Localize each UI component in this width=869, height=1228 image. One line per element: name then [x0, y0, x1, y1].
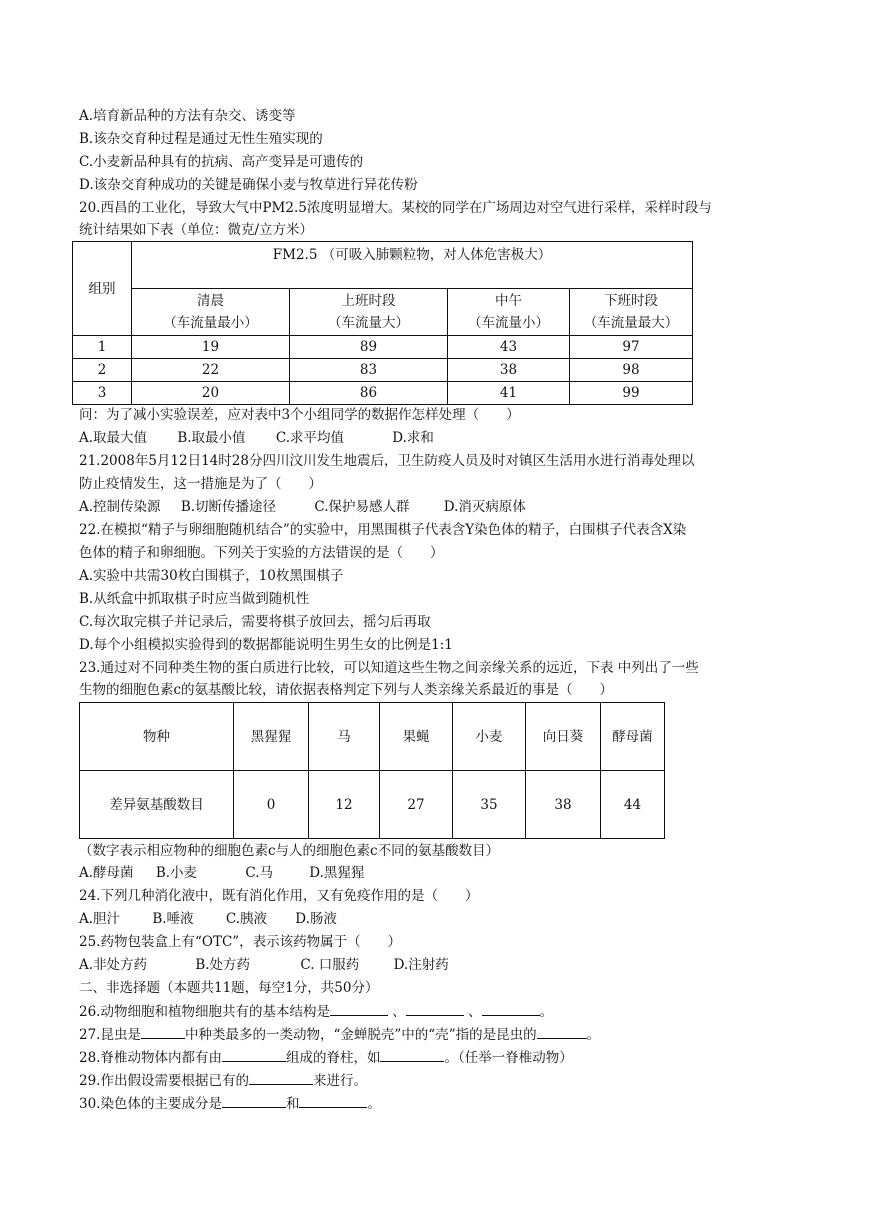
- q30-text: 30.染色体的主要成分是: [79, 1096, 222, 1112]
- q19-option-c: C.小麦新品种具有的抗病、高产变异是可遗传的: [79, 154, 364, 170]
- q28-end: 。（任举一脊椎动物）: [444, 1050, 573, 1066]
- table-cell: 44: [601, 771, 665, 839]
- column-header: [570, 289, 693, 336]
- q26: [79, 1002, 553, 1021]
- table-cell: 38: [448, 359, 570, 382]
- option: D.肠液: [295, 911, 337, 927]
- answer-blank[interactable]: [380, 1048, 444, 1062]
- q27: [79, 1025, 600, 1044]
- column-note: （车流量最小）: [163, 315, 258, 331]
- table-cell: 86: [290, 382, 448, 405]
- option: B.取最小值: [177, 430, 246, 446]
- table-cell: 黑猩猩: [234, 703, 309, 771]
- table-cell: 27: [380, 771, 453, 839]
- q28: [79, 1048, 573, 1067]
- q26-separator: 、: [392, 1004, 406, 1020]
- answer-blank[interactable]: [249, 1071, 313, 1085]
- q20-options: [79, 429, 434, 447]
- q23-note: （数字表示相应物种的细胞色素c与人的细胞色素c不同的氨基酸数目）: [79, 843, 500, 859]
- q19-option-b: B.该杂交育种过程是通过无性生殖实现的: [79, 131, 323, 147]
- section-heading: 二、非选择题（本题共11题，每空1分，共50分）: [79, 980, 379, 996]
- q21-stem-line2: 防止疫情发生，这一措施是为了（ ）: [79, 476, 322, 492]
- option: B.唾液: [152, 911, 194, 927]
- table-cell: 97: [570, 336, 693, 359]
- option: D.消灭病原体: [443, 499, 526, 515]
- column-name: 下班时段: [604, 293, 658, 309]
- q22-stem-line1: 22.在模拟“精子与卵细胞随机结合”的实验中，用黑围棋子代表含Y染色体的精子，白围棋子代表含X染: [79, 522, 687, 538]
- q30-text: 和: [285, 1096, 300, 1112]
- q25-stem: 25.药物包装盒上有“OTC”，表示该药物属于（ ）: [79, 934, 402, 950]
- option: A.非处方药: [79, 957, 148, 973]
- option: A.取最大值: [79, 430, 148, 446]
- q19-option-d: D.该杂交育种成功的关键是确保小麦与牧草进行异花传粉: [79, 177, 418, 193]
- table-cell: 41: [448, 382, 570, 405]
- table-cell: 19: [132, 336, 290, 359]
- q27-text: 27.昆虫是: [79, 1027, 141, 1043]
- q29-end: 来进行。: [312, 1073, 367, 1089]
- option: B.小麦: [155, 865, 198, 881]
- q30-end: 。: [367, 1096, 381, 1112]
- option: C.保护易感人群: [314, 499, 410, 515]
- table-cell: 20: [132, 382, 290, 405]
- table-cell: 98: [570, 359, 693, 382]
- table-cell: 2: [73, 359, 132, 382]
- option: B.处方药: [195, 957, 251, 973]
- q22-stem-line2: 色体的精子和卵细胞。下列关于实验的方法错误的是（ ）: [79, 545, 444, 561]
- pm25-table: [72, 241, 693, 405]
- q20-question: 问：为了减小实验误差，应对表中3个小组同学的数据作怎样处理（ ）: [79, 407, 520, 423]
- table-cell: 38: [526, 771, 601, 839]
- species-header: 物种: [80, 703, 234, 771]
- q30: [79, 1094, 381, 1113]
- q22-option-a: A.实验中共需30枚白围棋子，10枚黑围棋子: [79, 568, 344, 584]
- column-note: （车流量小）: [468, 315, 549, 331]
- table-row: [73, 382, 693, 405]
- option: C.胰液: [225, 911, 267, 927]
- table-cell: 向日葵: [526, 703, 601, 771]
- q26-separator: 、: [468, 1004, 482, 1020]
- pm-header: FM2.5 （可吸入肺颗粒物，对人体危害极大）: [132, 242, 693, 289]
- option: C. 口服药: [300, 957, 360, 973]
- q26-text: 26.动物细胞和植物细胞共有的基本结构是: [79, 1004, 330, 1020]
- answer-blank[interactable]: [482, 1002, 540, 1016]
- answer-blank[interactable]: [222, 1094, 286, 1108]
- q21-stem-line1: 21.2008年5月12日14时28分四川汶川发生地震后，卫生防疫人员及时对镇区生活用水进行消毒处理以: [79, 453, 695, 469]
- table-cell: 22: [132, 359, 290, 382]
- answer-blank[interactable]: [222, 1048, 286, 1062]
- q28-text: 组成的脊柱，如: [285, 1050, 381, 1066]
- column-header: [132, 289, 290, 336]
- q20-stem-line2: 统计结果如下表（单位：微克/立方米）: [79, 222, 314, 238]
- q21-options: [79, 498, 526, 516]
- table-row: [73, 336, 693, 359]
- option: D.注射药: [393, 957, 449, 973]
- table-cell: 35: [453, 771, 526, 839]
- q24-options: [79, 910, 337, 928]
- answer-blank[interactable]: [330, 1002, 388, 1016]
- column-header: [448, 289, 570, 336]
- column-name: 中午: [495, 293, 522, 309]
- answer-blank[interactable]: [299, 1094, 367, 1108]
- group-header: 组别: [73, 242, 132, 336]
- cytochrome-c-table: [79, 702, 665, 839]
- q25-options: [79, 956, 449, 974]
- option: C.求平均值: [275, 430, 344, 446]
- q23-stem-line2: 生物的细胞色素c的氨基酸比较，请依据表格判定下列与人类亲缘关系最近的事是（ ）: [79, 682, 614, 698]
- option: A.控制传染源: [79, 499, 161, 515]
- table-cell: 小麦: [453, 703, 526, 771]
- table-cell: 12: [309, 771, 380, 839]
- q27-text: 中种类最多的一类动物，“金蝉脱壳”中的“壳”指的是昆虫的: [184, 1027, 537, 1043]
- answer-blank[interactable]: [141, 1025, 185, 1039]
- q19-option-a: A.培育新品种的方法有杂交、诱变等: [79, 108, 296, 124]
- table-cell: 89: [290, 336, 448, 359]
- q29-text: 29.作出假设需要根据已有的: [79, 1073, 249, 1089]
- q28-text: 28.脊椎动物体内都有由: [79, 1050, 222, 1066]
- option: D.黑猩猩: [309, 865, 365, 881]
- q24-stem: 24.下列几种消化液中，既有消化作用，又有免疫作用的是（ ）: [79, 888, 479, 904]
- table-cell: 0: [234, 771, 309, 839]
- q27-end: 。: [586, 1027, 601, 1043]
- option: C.马: [245, 865, 273, 881]
- q22-option-c: C.每次取完棋子并记录后，需要将棋子放回去，摇匀后再取: [79, 614, 431, 630]
- diff-header: 差异氨基酸数目: [80, 771, 234, 839]
- option: A.胆汁: [79, 911, 121, 927]
- table-cell: 马: [309, 703, 380, 771]
- table-row: [73, 359, 693, 382]
- table-cell: 99: [570, 382, 693, 405]
- column-name: 清晨: [197, 293, 224, 309]
- table-cell: 43: [448, 336, 570, 359]
- q22-option-d: D.每个小组模拟实验得到的数据都能说明生男生女的比例是1:1: [79, 637, 453, 653]
- q22-option-b: B.从纸盒中抓取棋子时应当做到随机性: [79, 591, 310, 607]
- q26-end: 。: [539, 1004, 554, 1020]
- column-note: （车流量最大）: [583, 315, 679, 331]
- q23-stem-line1: 23.通过对不同种类生物的蛋白质进行比较，可以知道这些生物之间亲缘关系的远近，下表 中列出了一些: [79, 660, 699, 676]
- q29: [79, 1071, 367, 1090]
- answer-blank[interactable]: [537, 1025, 587, 1039]
- table-cell: 酵母菌: [601, 703, 665, 771]
- option: D.求和: [392, 430, 434, 446]
- table-cell: 果蝇: [380, 703, 453, 771]
- option: B.切断传播途径: [180, 499, 277, 515]
- answer-blank[interactable]: [406, 1002, 464, 1016]
- option: A.酵母菌: [79, 865, 134, 881]
- table-cell: 1: [73, 336, 132, 359]
- table-row: [80, 703, 665, 771]
- table-row: [80, 771, 665, 839]
- q23-options: [79, 864, 364, 882]
- column-note: （车流量大）: [328, 315, 409, 331]
- q20-stem-line1: 20.西昌的工业化，导致大气中PM2.5浓度明显增大。某校的同学在广场周边对空气进行采样，采样时段与: [79, 200, 712, 216]
- table-cell: 83: [290, 359, 448, 382]
- table-cell: 3: [73, 382, 132, 405]
- column-header: [290, 289, 448, 336]
- column-name: 上班时段: [341, 293, 396, 309]
